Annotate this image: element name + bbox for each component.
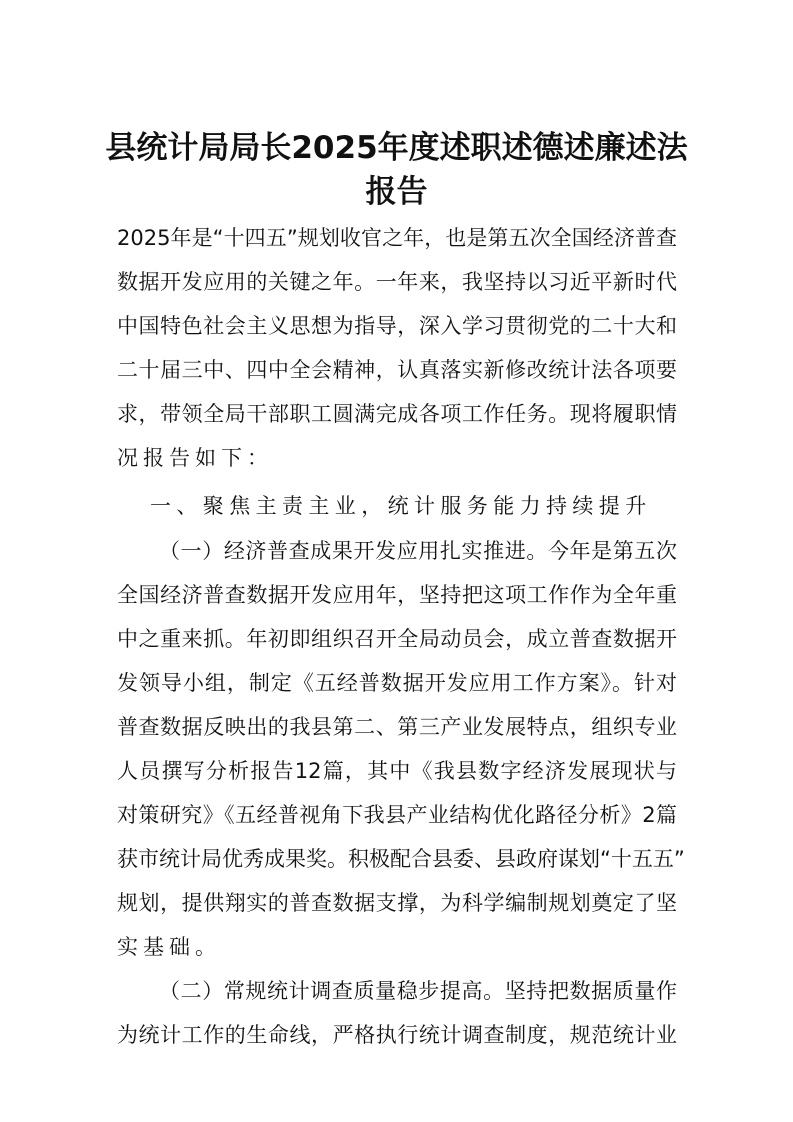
paragraph-line: 获市统计局优秀成果奖。积极配合县委、县政府谋划“十五五” (117, 847, 685, 871)
paragraph-line: 发领导小组，制定《五经普数据开发应用工作方案》。针对 (117, 671, 677, 695)
paragraph-line: 中之重来抓。年初即组织召开全局动员会，成立普查数据开 (117, 627, 677, 651)
section-heading: 一、聚焦主责主业，统计服务能力持续提升 (150, 494, 652, 518)
paragraph-line: 求，带领全局干部职工圆满完成各项工作任务。现将履职情 (117, 402, 677, 426)
paragraph-line: 况报告如下： (117, 446, 273, 470)
paragraph-line: 数据开发应用的关键之年。一年来，我坚持以习近平新时代 (117, 270, 677, 294)
paragraph-line: 2025年是“十四五”规划收官之年，也是第五次全国经济普查 (117, 226, 677, 250)
paragraph-line: 为统计工作的生命线，严格执行统计调查制度，规范统计业 (117, 1023, 677, 1047)
paragraph-line: 中国特色社会主义思想为指导，深入学习贯彻党的二十大和 (117, 314, 677, 338)
paragraph-line: （二）常规统计调查质量稳步提高。坚持把数据质量作 (159, 979, 677, 1003)
paragraph-line: 普查数据反映出的我县第二、第三产业发展特点，组织专业 (117, 715, 677, 739)
paragraph-line: 全国经济普查数据开发应用年，坚持把这项工作作为全年重 (117, 583, 677, 607)
paragraph-line: 对策研究》《五经普视角下我县产业结构优化路径分析》2篇 (117, 803, 677, 827)
paragraph-line: （一）经济普查成果开发应用扎实推进。今年是第五次 (159, 539, 677, 563)
document-title-line-2: 报告 (365, 174, 428, 210)
paragraph-line: 规划，提供翔实的普查数据支撑，为科学编制规划奠定了坚 (117, 891, 677, 915)
paragraph-line: 人员撰写分析报告12篇，其中《我县数字经济发展现状与 (117, 759, 677, 783)
paragraph-line: 二十届三中、四中全会精神，认真落实新修改统计法各项要 (117, 358, 677, 382)
document-title-line-1: 县统计局局长2025年度述职述德述廉述法 (105, 130, 688, 166)
paragraph-line: 实基础。 (117, 935, 221, 959)
